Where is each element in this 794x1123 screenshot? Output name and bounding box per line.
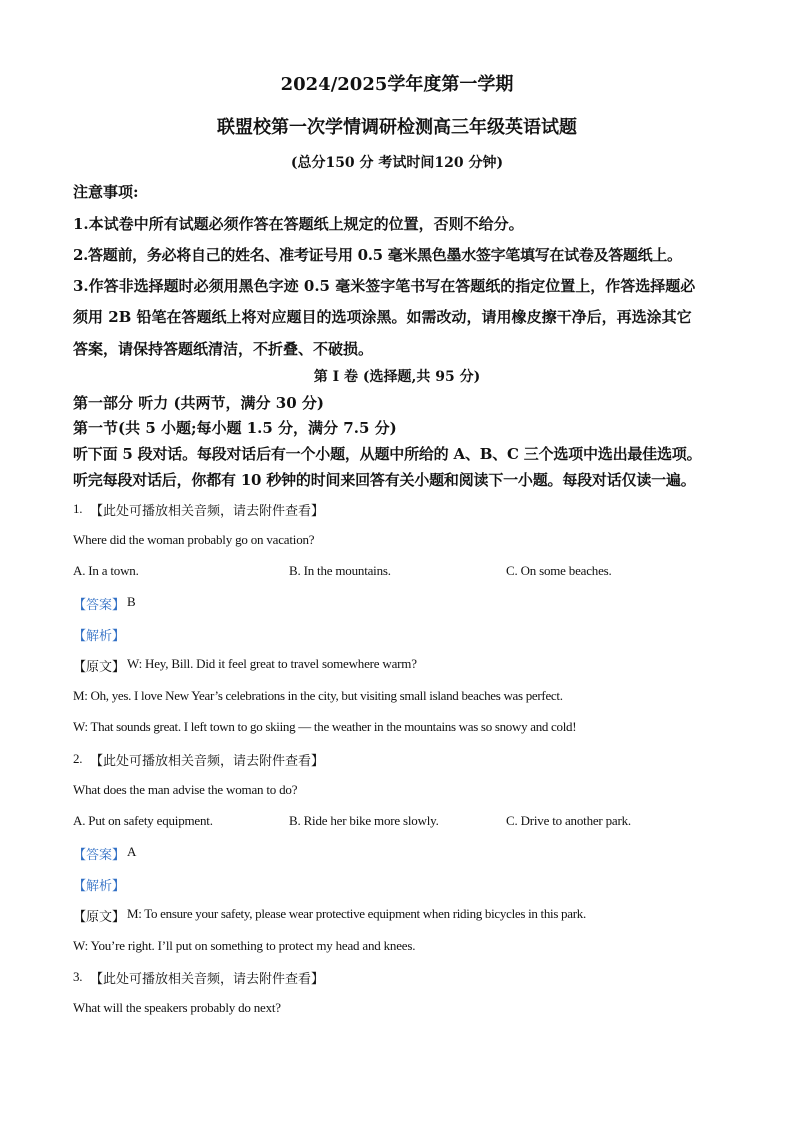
notice-item-3-line-1: 3.作答非选择题时必须用黑色字迹 0.5 毫米签字笔书写在答题纸的指定位置上，作答选择题必: [73, 277, 696, 295]
question-1-option-b: B. In the mountains.: [289, 563, 391, 578]
question-2-transcript-tag: 【原文】: [73, 910, 126, 925]
question-2-transcript-line-2: W: You’re right. I’ll put on something to protect my head and knees.: [73, 938, 416, 953]
question-1-option-a: A. In a town.: [73, 563, 139, 578]
question-1-transcript-line-2: M: Oh, yes. I love New Year’s celebrations in the city, but visiting small island beaches was perfect.: [73, 688, 563, 703]
part-1-heading: 第一部分 听力 (共两节，满分 30 分): [73, 394, 324, 412]
question-1-prompt: Where did the woman probably go on vacation?: [73, 532, 315, 547]
exam-main-title: 联盟校第一次学情调研检测高三年级英语试题: [217, 117, 577, 138]
question-2-prompt: What does the man advise the woman to do?: [73, 782, 298, 797]
question-2-audio-note: 【此处可播放相关音频，请去附件查看】: [90, 754, 325, 769]
question-2-option-a: A. Put on safety equipment.: [73, 813, 213, 828]
volume-heading: 第 I 卷 (选择题,共 95 分): [313, 369, 481, 385]
question-2-answer: A: [127, 844, 137, 859]
question-1-transcript-line-3: W: That sounds great. I left town to go skiing — the weather in the mountains was so snowy and cold!: [73, 719, 577, 734]
question-1-answer-tag: 【答案】: [73, 598, 126, 613]
exam-duration-line: (总分150 分 考试时间120 分钟): [290, 155, 504, 171]
notice-item-3-line-2: 须用 2B 铅笔在答题纸上将对应题目的选项涂黑。如需改动，请用橡皮擦干净后，再选涂其它: [73, 308, 692, 326]
question-2-transcript-line-1: M: To ensure your safety, please wear protective equipment when riding bicycles in this park.: [127, 906, 586, 921]
question-1-transcript-tag: 【原文】: [73, 660, 126, 675]
question-2-option-b: B. Ride her bike more slowly.: [289, 813, 439, 828]
exam-term-title: 2024/2025学年度第一学期: [280, 74, 514, 95]
question-1-audio-note: 【此处可播放相关音频，请去附件查看】: [90, 504, 325, 519]
question-2-number: 2.: [73, 751, 83, 766]
question-2-option-c: C. Drive to another park.: [506, 813, 631, 828]
question-2-answer-tag: 【答案】: [73, 848, 126, 863]
question-1-option-c: C. On some beaches.: [506, 563, 612, 578]
question-1-answer: B: [127, 594, 136, 609]
instructions-line-1: 听下面 5 段对话。每段对话后有一个小题，从题中所给的 A、B、C 三个选项中选出最佳选项。: [73, 445, 702, 463]
question-1-analysis-tag: 【解析】: [73, 629, 126, 644]
notice-heading: 注意事项:: [73, 183, 139, 201]
notice-item-3-line-3: 答案，请保持答题纸清洁，不折叠、不破损。: [73, 340, 374, 358]
question-2-analysis-tag: 【解析】: [73, 879, 126, 894]
question-3-number: 3.: [73, 969, 83, 984]
notice-item-1: 1.本试卷中所有试题必须作答在答题纸上规定的位置，否则不给分。: [73, 215, 524, 233]
question-1-transcript-line-1: W: Hey, Bill. Did it feel great to travel somewhere warm?: [127, 656, 417, 671]
instructions-line-2: 听完每段对话后，你都有 10 秒钟的时间来回答有关小题和阅读下一小题。每段对话仅读一遍。: [73, 471, 696, 489]
question-3-audio-note: 【此处可播放相关音频，请去附件查看】: [90, 972, 325, 987]
section-1-heading: 第一节(共 5 小题;每小题 1.5 分，满分 7.5 分): [73, 419, 397, 437]
question-1-number: 1.: [73, 501, 83, 516]
question-3-prompt: What will the speakers probably do next?: [73, 1000, 281, 1015]
notice-item-2: 2.答题前，务必将自己的姓名、准考证号用 0.5 毫米黑色墨水签字笔填写在试卷及答题纸上。: [73, 246, 682, 264]
